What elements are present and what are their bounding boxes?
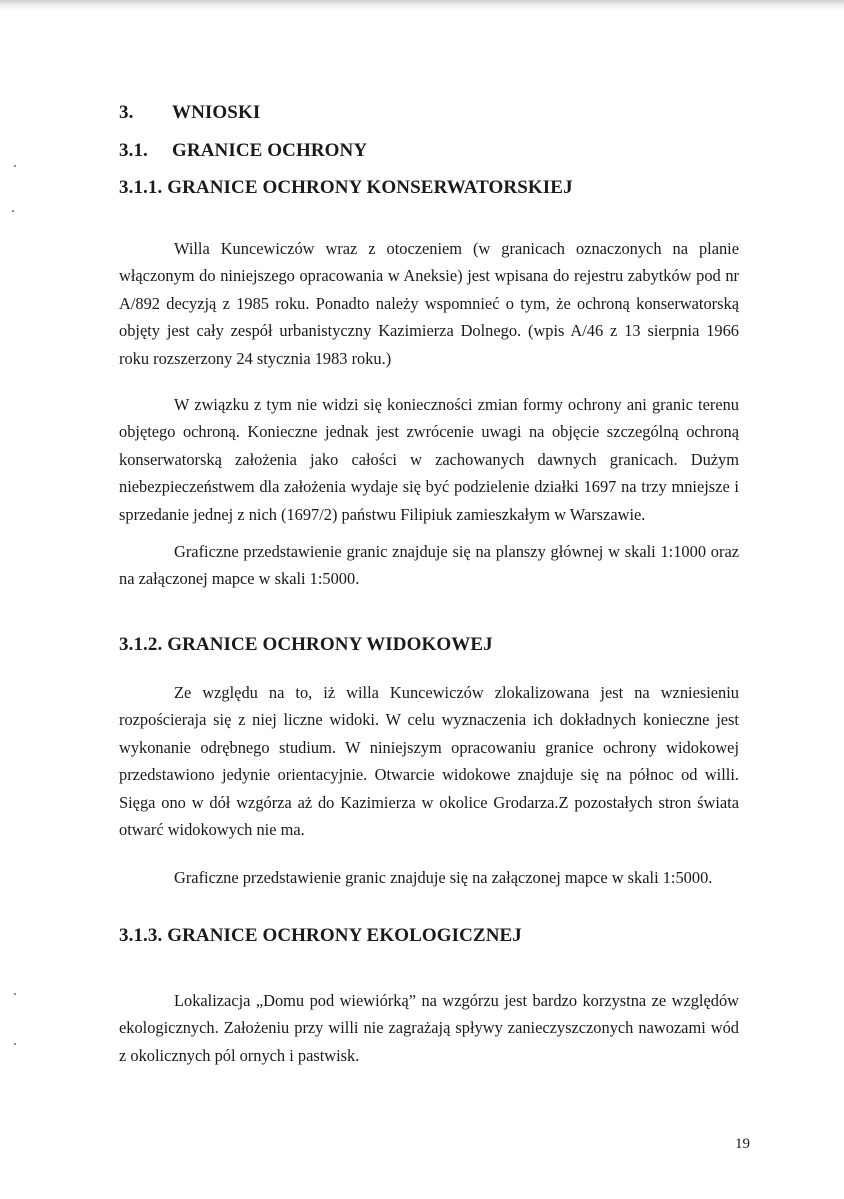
heading-3-1-3: 3.1.3. GRANICE OCHRONY EKOLOGICZNEJ (119, 925, 522, 946)
scan-speck (12, 210, 14, 212)
heading-3 (119, 101, 260, 125)
scan-speck (14, 1043, 16, 1045)
heading-3-1-title: GRANICE OCHRONY (172, 140, 368, 161)
paragraph-3-1-1-first: Willa Kuncewiczów wraz z otoczeniem (w granicach oznaczonych na planie włączonym do niniejszego opracowania w Aneksie) jest wpisana do rejestru zabytków pod nr A/892 decyzją z 1985 roku. Ponadto należy wspomnieć o tym, że ochroną konserwatorską objęty jest cały zespół urbanistyczny Kazimierza Dolnego. (wpis A/46 z 13 sierpnia 1966 roku rozszerzony 24 stycznia 1983 roku.) (119, 239, 739, 368)
paragraph-3-1-3-first: Lokalizacja „Domu pod wiewiórką” na wzgórzu jest bardzo korzystna ze względów ekologicznych. Założeniu przy willi nie zagrażają spływy zanieczyszczonych nawozami wód z okolicznych pól ornych i pastwisk. (119, 991, 739, 1065)
heading-3-1 (119, 139, 367, 163)
heading-3-1-2: 3.1.2. GRANICE OCHRONY WIDOKOWEJ (119, 634, 493, 655)
heading-3-number: 3. (119, 102, 134, 123)
heading-3-1-number: 3.1. (119, 140, 148, 161)
paragraph-3-1-2-second: Graficzne przedstawienie granic znajduje się na załączonej mapce w skali 1:5000. (174, 868, 713, 887)
scan-edge (0, 0, 844, 10)
page-number: 19 (735, 1136, 750, 1152)
paragraph-3-1-1-second: W związku z tym nie widzi się konieczności zmian formy ochrony ani granic terenu objętego ochroną. Konieczne jednak jest zwrócenie uwagi na objęcie szczególną ochroną konserwatorską założenia jako całości w zachowanych dawnych granicach. Dużym niebezpieczeństwem dla założenia wydaje się być podzielenie działki 1697 na trzy mniejsze i sprzedanie jednej z nich (1697/2) państwu Filipiuk zamieszkałym w Warszawie. (119, 395, 739, 524)
scan-speck (14, 165, 16, 167)
paragraph-3-1-1-third: Graficzne przedstawienie granic znajduje się na planszy głównej w skali 1:1000 oraz na załączonej mapce w skali 1:5000. (119, 542, 739, 589)
heading-3-title: WNIOSKI (172, 102, 261, 123)
paragraph-3-1-2-first: Ze względu na to, iż willa Kuncewiczów zlokalizowana jest na wzniesieniu rozpościeraja się z niej liczne widoki. W celu wyznaczenia ich dokładnych konieczne jest wykonanie odrębnego studium. W niniejszym opracowaniu granice ochrony widokowej przedstawiono jedynie orientacyjnie. Otwarcie widokowe znajduje się na północ od willi. Sięga ono w dół wzgórza aż do Kazimierza w okolice Grodarza.Z pozostałych stron świata otwarć widokowych nie ma. (119, 683, 739, 840)
scan-speck (14, 993, 16, 995)
heading-3-1-1: 3.1.1. GRANICE OCHRONY KONSERWATORSKIEJ (119, 177, 573, 198)
